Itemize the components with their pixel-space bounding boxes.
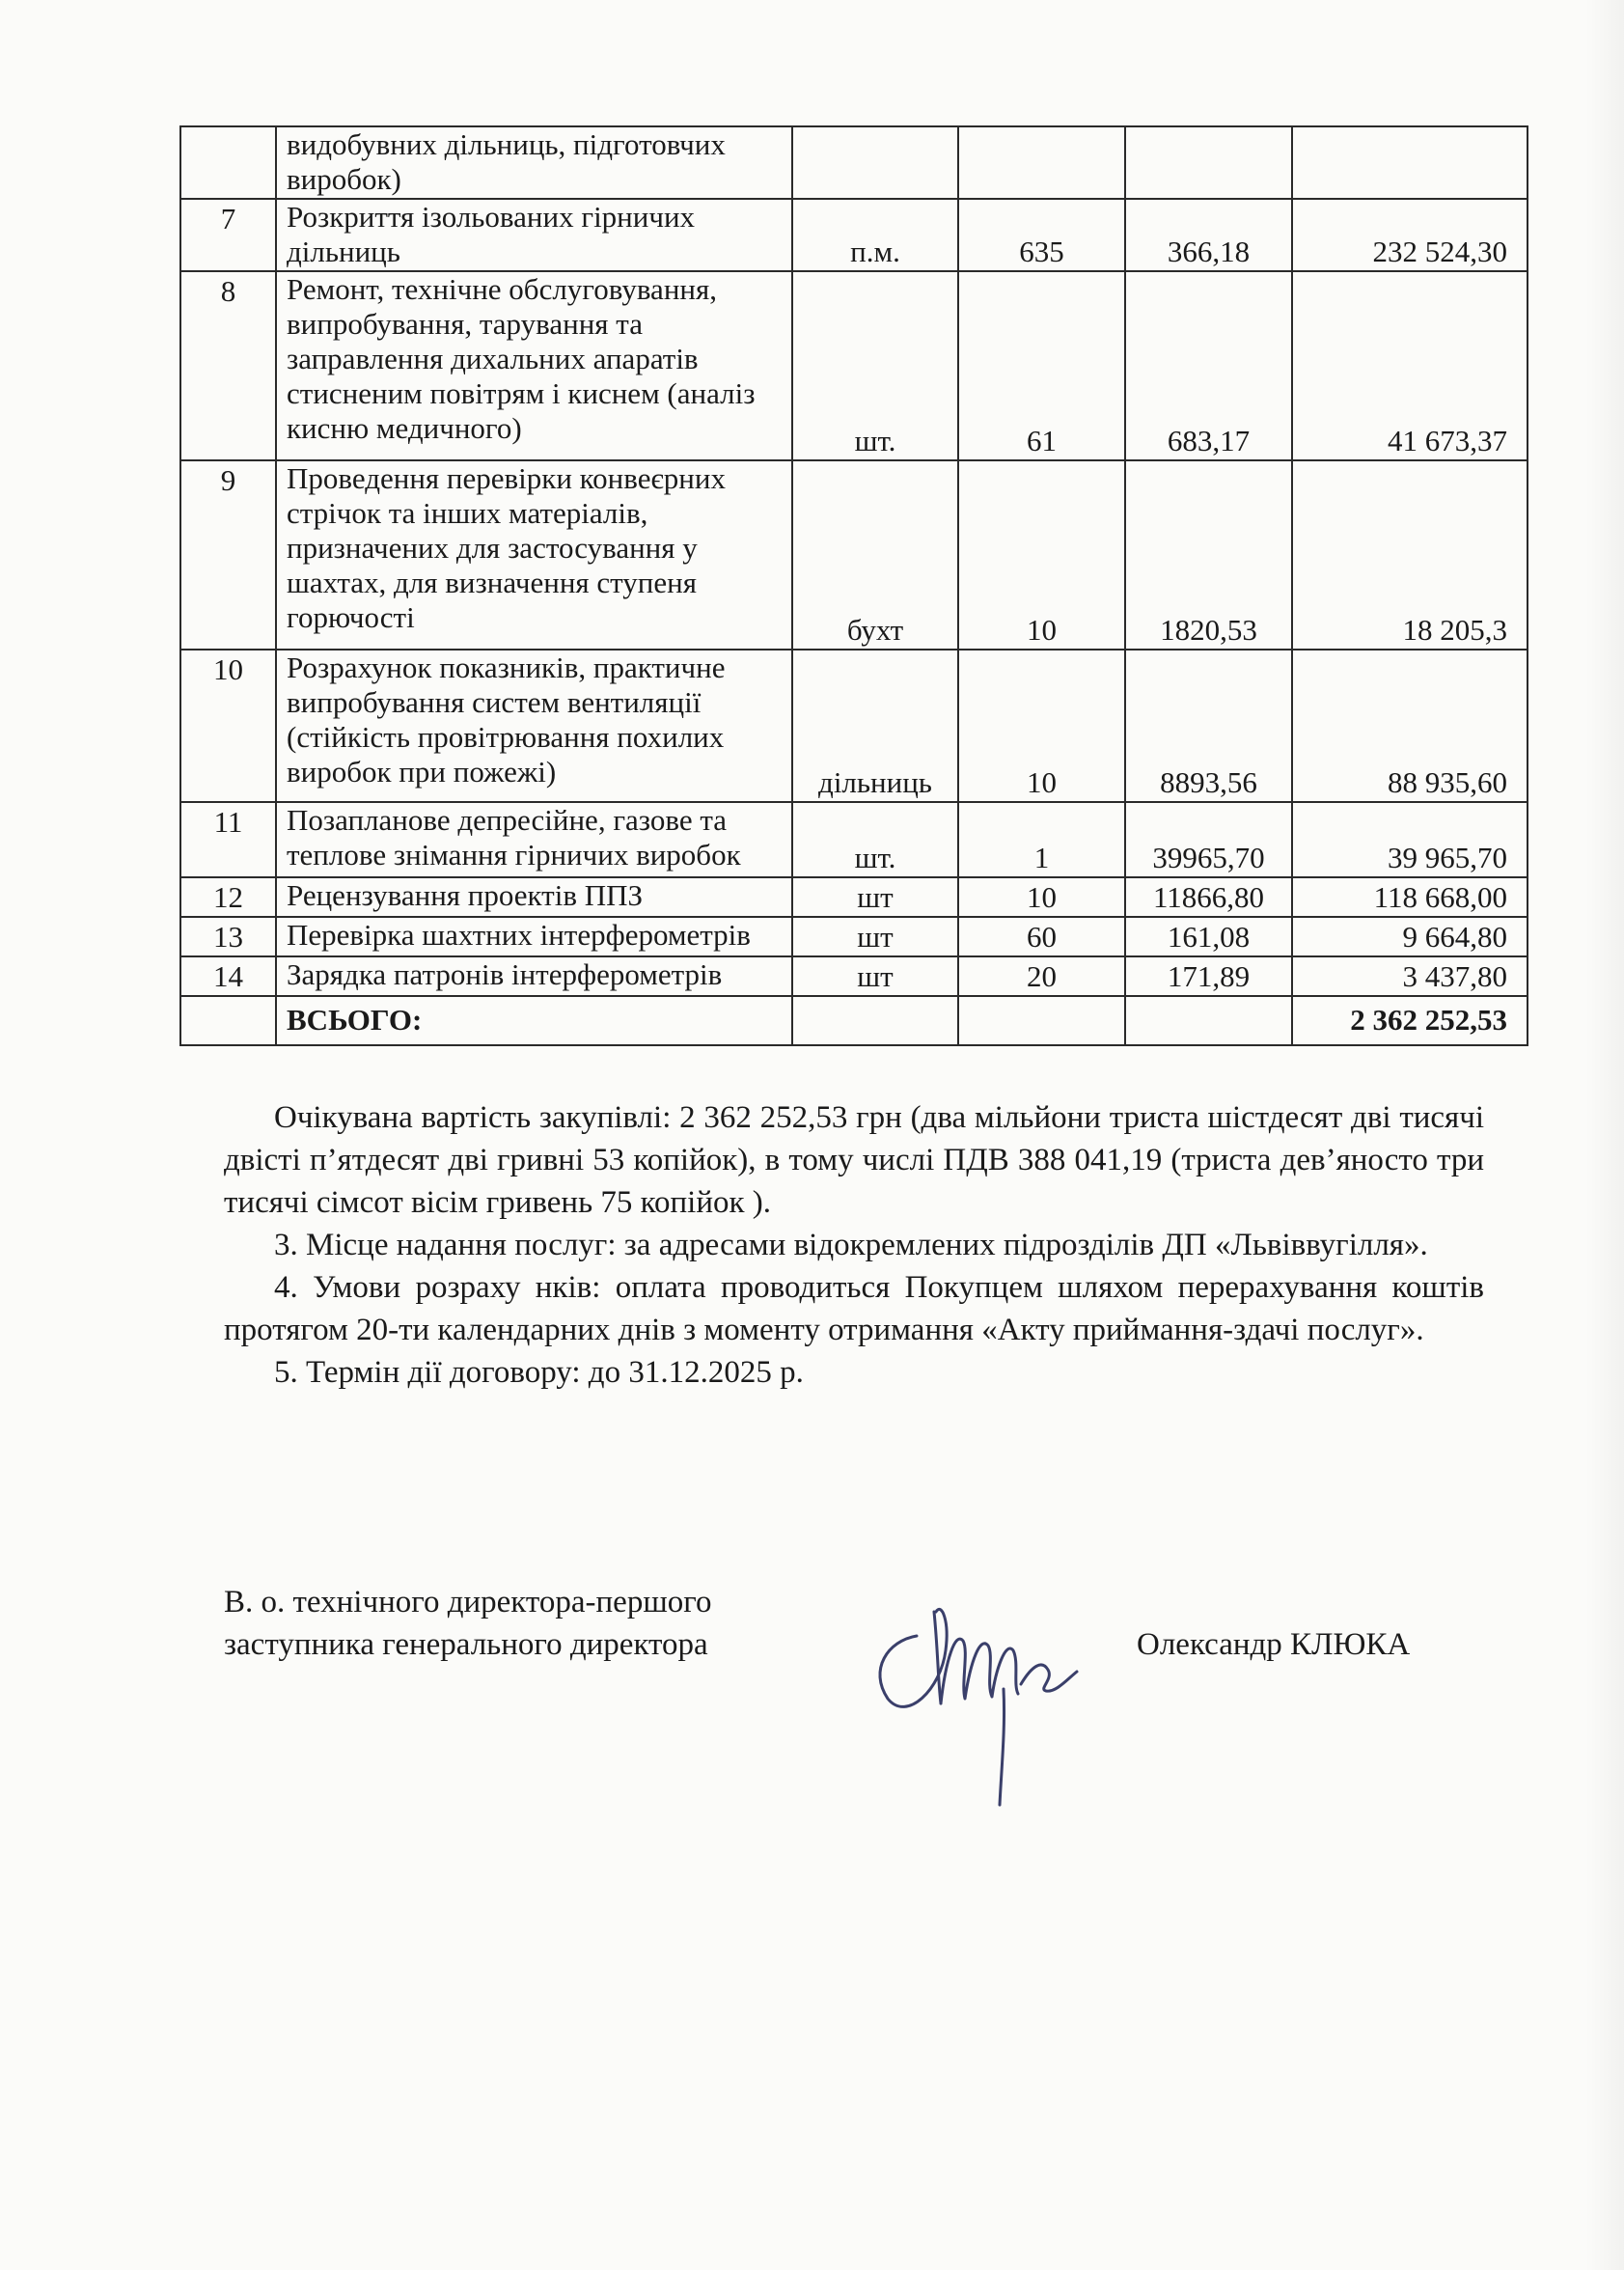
service-name: Розрахунок показників, практичне випробування систем вентиляції (стійкість провітрювання похилих виробок при пожежі) — [276, 650, 792, 802]
row-number: 13 — [180, 917, 276, 956]
unit: шт — [792, 917, 958, 956]
unit: п.м. — [792, 199, 958, 271]
row-number: 10 — [180, 650, 276, 802]
total-row — [180, 996, 1528, 1045]
unit-price: 161,08 — [1125, 917, 1292, 956]
service-name: Позапланове депресійне, газове та теплове знімання гірничих виробок — [276, 802, 792, 877]
service-name: Зарядка патронів інтерферометрів — [276, 956, 792, 996]
unit-price: 683,17 — [1125, 271, 1292, 460]
row-number: 14 — [180, 956, 276, 996]
service-name: Розкриття ізольованих гірничих дільниць — [276, 199, 792, 271]
table-row — [180, 460, 1528, 650]
service-name: Проведення перевірки конвеєрних стрічок та інших матеріалів, призначених для застосування у шахтах, для визначення ступеня горючості — [276, 460, 792, 650]
table-row — [180, 917, 1528, 956]
quantity: 10 — [958, 650, 1125, 802]
total-empty-cell — [1125, 996, 1292, 1045]
position-line-1: В. о. технічного директора-першого — [224, 1585, 712, 1619]
row-sum: 41 673,37 — [1292, 271, 1528, 460]
unit: дільниць — [792, 650, 958, 802]
expected-cost-paragraph: Очікувана вартість закупівлі: 2 362 252,53 грн (два мільйони триста шістдесят дві тисячі двісті п’ятдесят дві гривні 53 копійок), в тому числі ПДВ 388 041,19 (триста дев’яносто три тисячі сімсот вісім гривень 75 копійок ). — [224, 1100, 1484, 1220]
row-sum — [1292, 126, 1528, 199]
unit-price: 8893,56 — [1125, 650, 1292, 802]
unit — [792, 126, 958, 199]
services-table — [179, 125, 1528, 1046]
service-name: Перевірка шахтних інтерферометрів — [276, 917, 792, 956]
table-row — [180, 877, 1528, 917]
position-line-2: заступника генерального директора — [224, 1627, 708, 1662]
unit-price: 171,89 — [1125, 956, 1292, 996]
unit-price: 39965,70 — [1125, 802, 1292, 877]
quantity: 635 — [958, 199, 1125, 271]
signatory-name: Олександр КЛЮКА — [1137, 1627, 1411, 1662]
quantity: 61 — [958, 271, 1125, 460]
signatory-position — [224, 1581, 711, 1666]
row-sum: 9 664,80 — [1292, 917, 1528, 956]
quantity: 10 — [958, 877, 1125, 917]
quantity: 10 — [958, 460, 1125, 650]
row-sum: 88 935,60 — [1292, 650, 1528, 802]
row-number: 9 — [180, 460, 276, 650]
unit-price — [1125, 126, 1292, 199]
total-empty-cell — [792, 996, 958, 1045]
row-number: 12 — [180, 877, 276, 917]
row-sum: 118 668,00 — [1292, 877, 1528, 917]
row-number: 8 — [180, 271, 276, 460]
row-number — [180, 126, 276, 199]
unit: шт — [792, 956, 958, 996]
unit-price: 11866,80 — [1125, 877, 1292, 917]
unit: шт. — [792, 271, 958, 460]
table-row — [180, 271, 1528, 460]
quantity: 20 — [958, 956, 1125, 996]
service-name: Рецензування проектів ППЗ — [276, 877, 792, 917]
quantity: 60 — [958, 917, 1125, 956]
total-label: ВСЬОГО: — [276, 996, 792, 1045]
total-sum: 2 362 252,53 — [1292, 996, 1528, 1045]
table-row — [180, 126, 1528, 199]
row-sum: 3 437,80 — [1292, 956, 1528, 996]
unit: шт — [792, 877, 958, 917]
row-number: 7 — [180, 199, 276, 271]
unit-price: 1820,53 — [1125, 460, 1292, 650]
handwritten-signature-icon — [849, 1544, 1158, 1814]
row-sum: 39 965,70 — [1292, 802, 1528, 877]
unit: шт. — [792, 802, 958, 877]
payment-terms-paragraph: 4. Умови розраху нків: оплата проводиться Покупцем шляхом перерахування коштів протягом 20-ти календарних днів з моменту отримання «Акту приймання-здачі послуг». — [224, 1270, 1484, 1347]
table-row — [180, 956, 1528, 996]
total-empty-cell — [958, 996, 1125, 1045]
service-location-paragraph: 3. Місце надання послуг: за адресами відокремлених підрозділів ДП «Львіввугілля». — [274, 1228, 1428, 1262]
terms-section — [224, 1096, 1484, 1394]
table-row — [180, 199, 1528, 271]
contract-term-paragraph: 5. Термін дії договору: до 31.12.2025 р. — [274, 1355, 804, 1390]
service-name: Ремонт, технічне обслуговування, випробування, тарування та заправлення дихальних апаратів стисненим повітрям і киснем (аналіз кисню медичного) — [276, 271, 792, 460]
table-row — [180, 650, 1528, 802]
total-empty-cell — [180, 996, 276, 1045]
unit: бухт — [792, 460, 958, 650]
row-sum: 232 524,30 — [1292, 199, 1528, 271]
quantity: 1 — [958, 802, 1125, 877]
page-edge-shade — [1585, 0, 1624, 2270]
unit-price: 366,18 — [1125, 199, 1292, 271]
row-sum: 18 205,3 — [1292, 460, 1528, 650]
quantity — [958, 126, 1125, 199]
service-name: видобувних дільниць, підготовчих виробок) — [276, 126, 792, 199]
row-number: 11 — [180, 802, 276, 877]
table-row — [180, 802, 1528, 877]
